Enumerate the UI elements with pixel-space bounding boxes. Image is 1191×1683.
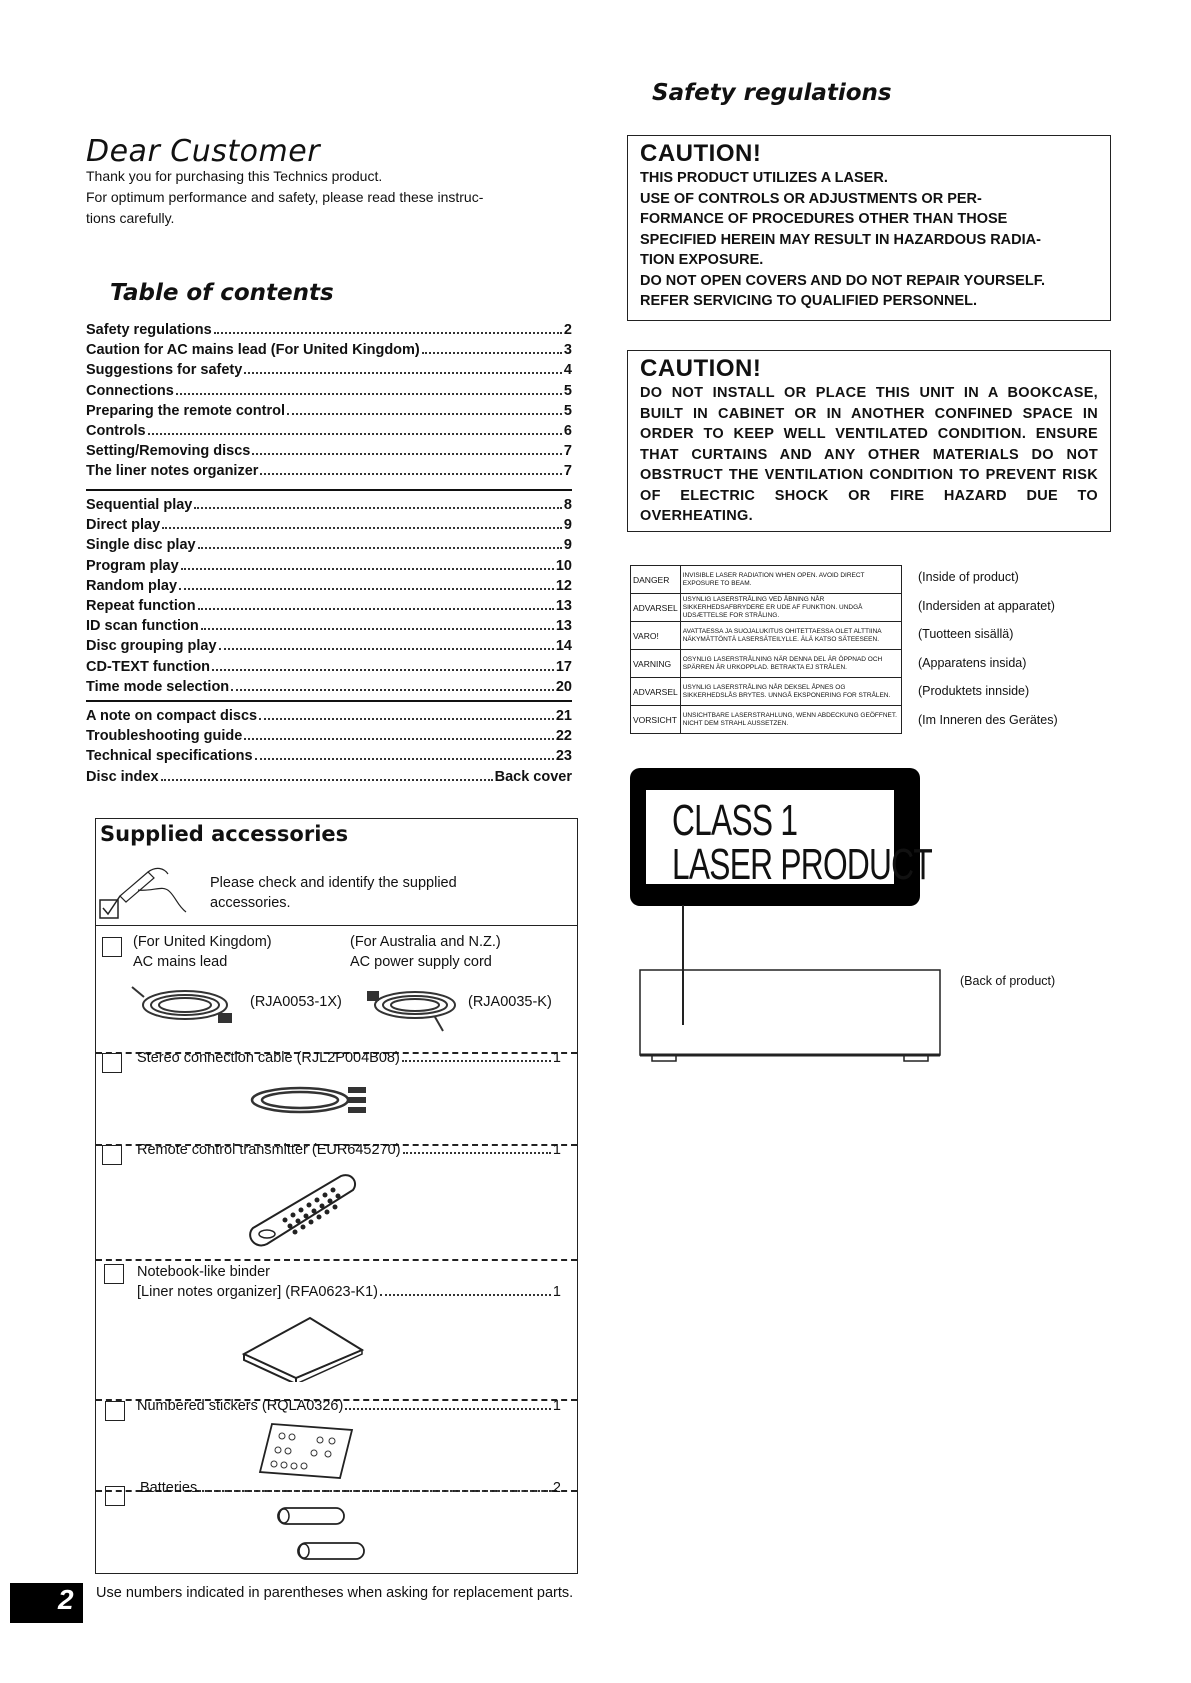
label-row	[631, 566, 902, 594]
toc-leader	[219, 647, 554, 650]
toc-entry-title: Technical specifications	[86, 748, 253, 765]
toc-entry	[86, 578, 572, 598]
footer-note: Use numbers indicated in parentheses when asking for replacement parts.	[96, 1585, 574, 1601]
uk-lead-label	[133, 932, 272, 972]
toc-entry	[86, 403, 572, 423]
caution-laser-text	[640, 168, 1098, 312]
toc-entry	[86, 598, 572, 618]
battery-icon	[290, 1540, 370, 1562]
label-location: (Im Inneren des Gerätes)	[918, 712, 1058, 727]
toc-entry	[86, 537, 572, 557]
binder-row	[137, 1284, 561, 1300]
label-row	[631, 650, 902, 678]
remote-control-label: Remote control transmitter (EUR645270)	[137, 1142, 401, 1158]
label-language: DANGER	[631, 566, 681, 594]
toc-entry	[86, 383, 572, 403]
accessories-note-line-1: Please check and identify the supplied	[210, 875, 457, 891]
toc-leader	[194, 506, 562, 509]
toc-leader	[244, 737, 554, 740]
checkbox-stereo-cable[interactable]	[102, 1053, 122, 1073]
toc-leader	[181, 567, 554, 570]
toc-entry-title: Sequential play	[86, 497, 193, 513]
safety-title: Safety regulations	[652, 80, 892, 106]
stereo-cable-row	[137, 1050, 561, 1066]
toc-entry-title: Safety regulations	[86, 322, 212, 338]
uk-lead-name: AC mains lead	[133, 954, 228, 970]
toc-entry-page: 13	[555, 597, 572, 614]
toc-entry-title: CD-TEXT function	[86, 658, 211, 675]
toc-entry-title: The liner notes organizer	[86, 463, 259, 480]
product-back-diagram	[630, 905, 950, 1075]
au-part-number: (RJA0035-K)	[468, 994, 552, 1010]
label-location: (Tuotteen sisällä)	[918, 627, 1014, 641]
intro-line-1: Thank you for purchasing this Technics product.	[86, 168, 383, 184]
accessories-note	[210, 873, 510, 913]
label-language: VORSICHT	[631, 706, 681, 734]
toc-title: Table of contents	[110, 280, 334, 306]
toc-entry-page: 21	[555, 708, 572, 724]
accessories-title: Supplied accessories	[100, 822, 349, 846]
caution-box-laser	[627, 135, 1111, 321]
toc-entry-title: Suggestions for safety	[86, 362, 243, 379]
toc-entry-page: 12	[555, 577, 572, 594]
toc-group-1	[86, 322, 572, 484]
hand-check-icon	[98, 862, 198, 922]
toc-leader	[162, 526, 562, 529]
toc-entry-title: Random play	[86, 577, 178, 594]
toc-entry-page: 7	[563, 463, 572, 480]
stereo-cable-icon	[230, 1075, 380, 1125]
remote-control-icon	[245, 1170, 365, 1250]
toc-entry-page: 13	[555, 618, 572, 635]
uk-part-number: (RJA0053-1X)	[250, 994, 342, 1010]
toc-leader	[259, 717, 554, 720]
label-location: (Produktets innside)	[918, 684, 1030, 698]
toc-entry	[86, 443, 572, 463]
toc-entry	[86, 769, 572, 789]
toc-entry	[86, 679, 572, 699]
toc-entry-title: A note on compact discs	[86, 708, 258, 724]
stickers-label: Numbered stickers (RQLA0326)	[137, 1398, 344, 1414]
caution-line: DO NOT OPEN COVERS AND DO NOT REPAIR YOURSELF.	[640, 272, 1045, 289]
toc-entry	[86, 558, 572, 578]
laser-warning-label-table	[630, 565, 902, 734]
toc-entry-title: Disc index	[86, 768, 159, 785]
caution-line: TION EXPOSURE.	[640, 252, 764, 268]
stickers-qty: 1	[552, 1398, 561, 1414]
toc-entry	[86, 638, 572, 658]
batteries-qty: 2	[552, 1480, 561, 1496]
toc-leader	[161, 778, 493, 781]
au-cord-label	[350, 932, 501, 972]
label-language: VARO!	[631, 622, 681, 650]
stickers-row	[137, 1398, 561, 1414]
batteries-row	[140, 1480, 561, 1496]
toc-entry-title: Setting/Removing discs	[86, 443, 251, 460]
intro-text	[86, 166, 576, 229]
toc-leader	[244, 371, 562, 374]
toc-group-3	[86, 708, 572, 789]
label-row	[631, 678, 902, 706]
label-location: (Inside of product)	[918, 570, 1019, 584]
label-language: ADVARSEL	[631, 594, 681, 622]
toc-entry	[86, 708, 572, 728]
checkbox-binder[interactable]	[104, 1264, 124, 1284]
caution-line: THIS PRODUCT UTILIZES A LASER.	[640, 170, 888, 186]
label-location: (Indersiden at apparatet)	[918, 598, 1055, 613]
caution-heading: CAUTION!	[640, 140, 762, 167]
toc-divider	[86, 700, 572, 702]
toc-entry-title: Controls	[86, 422, 146, 439]
toc-entry	[86, 618, 572, 638]
toc-leader	[201, 627, 554, 630]
toc-entry-page: 9	[563, 517, 572, 534]
toc-leader	[198, 607, 554, 610]
au-region: (For Australia and N.Z.)	[350, 934, 501, 950]
caution-line: REFER SERVICING TO QUALIFIED PERSONNEL.	[640, 293, 978, 309]
caution-line: FORMANCE OF PROCEDURES OTHER THAN THOSE	[640, 211, 1008, 227]
toc-entry	[86, 497, 572, 517]
toc-entry-page: 20	[555, 678, 572, 695]
toc-leader	[214, 331, 562, 334]
toc-entry-page: 7	[563, 443, 572, 460]
toc-entry-page: 8	[563, 497, 572, 513]
toc-entry-page: 2	[563, 322, 572, 338]
battery-icon	[270, 1505, 350, 1527]
stereo-cable-qty: 1	[552, 1050, 561, 1066]
toc-entry-page: 17	[555, 658, 572, 675]
toc-leader	[179, 587, 554, 590]
label-warning-text: OSYNLIG LASERSTRÅLNING NÄR DENNA DEL ÄR ÖPPNAD OCH SPÄRREN ÄR URKOPPLAD. BETRAKTA EJ STRÅLEN.	[680, 650, 901, 678]
toc-leader	[252, 452, 562, 455]
toc-entry-page: 3	[563, 342, 572, 359]
toc-entry-page: 22	[555, 728, 572, 745]
stereo-cable-label: Stereo connection cable (RJL2P004B08)	[137, 1050, 400, 1066]
label-warning-text: INVISIBLE LASER RADIATION WHEN OPEN. AVOID DIRECT EXPOSURE TO BEAM.	[680, 566, 901, 594]
toc-divider	[86, 489, 572, 491]
label-warning-text: UNSICHTBARE LASERSTRAHLUNG, WENN ABDECKUNG GEÖFFNET. NICHT DEM STRAHL AUSSETZEN.	[680, 706, 901, 734]
caution-line: SPECIFIED HEREIN MAY RESULT IN HAZARDOUS RADIA-	[640, 231, 1041, 248]
toc-entry-page: 5	[563, 402, 572, 419]
caution-line: USE OF CONTROLS OR ADJUSTMENTS OR PER-	[640, 190, 982, 207]
label-warning-text: USYNLIG LASERSTRÅLING NÅR DEKSEL ÅPNES OG SIKKERHEDSLÅS BRYTES. UNNGÅ EKSPONERING FOR STRÅLEN.	[680, 678, 901, 706]
divider	[96, 1259, 577, 1261]
toc-entry	[86, 463, 572, 483]
label-row	[631, 594, 902, 622]
binder-icon	[240, 1312, 370, 1382]
label-warning-text: USYNLIG LASERSTRÅLING VED ÅBNING NÅR SIKKERHEDSAFBRYDERE ER UDE AF FUNKTION. UNDGÅ UDSÆTTELSE FOR STRÅLING.	[680, 594, 901, 622]
caution-ventilation-text: DO NOT INSTALL OR PLACE THIS UNIT IN A BOOKCASE, BUILT IN CABINET OR IN ANOTHER CONFINED SPACE IN ORDER TO KEEP WELL VENTILATED CONDITION. ENSURE THAT CURTAINS AND ANY OTHER MATERIALS DO NOT OBSTRUCT THE VENTILATION CONDITION TO PREVENT RISK OF ELECTRIC SHOCK OR FIRE HAZARD DUE TO OVERHEATING.	[640, 385, 1098, 524]
batteries-label: Batteries	[140, 1480, 198, 1496]
toc-entry-page: 23	[555, 748, 572, 765]
mains-lead-icon	[130, 975, 240, 1037]
toc-leader	[287, 412, 562, 415]
label-row	[631, 622, 902, 650]
laser-label-product: LASER PRODUCT	[672, 840, 932, 889]
toc-entry-title: Disc grouping play	[86, 638, 217, 655]
toc-leader	[422, 351, 562, 354]
toc-entry-title: Program play	[86, 557, 179, 574]
toc-entry-page: 9	[563, 537, 572, 554]
label-language: VARNING	[631, 650, 681, 678]
label-warning-text: AVATTAESSA JA SUOJALUKITUS OHITETTAESSA OLET ALTTIINA NÄKYMÄTTÖNTÄ LASERSÄTEILYLLE. ÄLÄ KATSO SÄTEESEEN.	[680, 622, 901, 650]
caution-box-ventilation	[627, 350, 1111, 532]
toc-leader	[255, 757, 554, 760]
toc-leader	[176, 392, 562, 395]
stickers-icon	[258, 1420, 354, 1482]
binder-qty: 1	[552, 1284, 561, 1300]
toc-entry	[86, 342, 572, 362]
toc-entry-page: 14	[555, 638, 572, 655]
toc-entry-page: 5	[563, 382, 572, 399]
toc-entry	[86, 659, 572, 679]
toc-leader	[198, 546, 562, 549]
page-number: 2	[58, 1584, 74, 1615]
label-row	[631, 706, 902, 734]
laser-label-class: CLASS 1	[672, 796, 798, 845]
power-cord-icon	[365, 975, 465, 1037]
toc-leader	[212, 668, 554, 671]
toc-entry-title: Preparing the remote control	[86, 402, 286, 419]
toc-leader	[231, 688, 554, 691]
toc-entry-title: Connections	[86, 382, 174, 399]
label-location: (Apparatens insida)	[918, 655, 1027, 670]
caution-heading: CAUTION!	[640, 355, 762, 382]
toc-entry-title: Troubleshooting guide	[86, 728, 243, 745]
toc-leader	[148, 432, 562, 435]
au-cord-name: AC power supply cord	[350, 954, 492, 970]
checkbox-remote-control[interactable]	[102, 1145, 122, 1165]
binder-line-2: [Liner notes organizer] (RFA0623-K1)	[137, 1284, 378, 1300]
toc-entry	[86, 517, 572, 537]
accessories-note-line-2: accessories.	[210, 895, 291, 911]
toc-entry-title: Caution for AC mains lead (For United Kingdom)	[86, 342, 420, 359]
remote-control-row	[137, 1142, 561, 1158]
checkbox-stickers[interactable]	[105, 1401, 125, 1421]
label-language: ADVARSEL	[631, 678, 681, 706]
intro-title: Dear Customer	[86, 134, 321, 169]
toc-entry-page: Back cover	[494, 768, 572, 785]
divider	[96, 925, 577, 926]
toc-entry	[86, 423, 572, 443]
remote-control-qty: 1	[552, 1142, 561, 1158]
binder-line-1: Notebook-like binder	[137, 1264, 270, 1280]
toc-entry	[86, 322, 572, 342]
toc-entry-title: Repeat function	[86, 597, 196, 614]
intro-line-2: For optimum performance and safety, please read these instruc-	[86, 189, 484, 205]
toc-entry-page: 10	[555, 557, 572, 574]
toc-entry-title: ID scan function	[86, 618, 199, 635]
intro-line-3: tions carefully.	[86, 210, 175, 226]
toc-group-2	[86, 497, 572, 699]
toc-entry	[86, 748, 572, 768]
back-of-product-caption: (Back of product)	[960, 974, 1056, 988]
uk-region: (For United Kingdom)	[133, 934, 272, 950]
checkbox-batteries[interactable]	[105, 1486, 125, 1506]
toc-entry-title: Direct play	[86, 517, 161, 534]
toc-entry-title: Single disc play	[86, 537, 196, 554]
toc-entry-page: 4	[563, 362, 572, 379]
toc-leader	[260, 472, 562, 475]
checkbox-mains-lead[interactable]	[102, 937, 122, 957]
toc-entry	[86, 728, 572, 748]
toc-entry	[86, 362, 572, 382]
toc-entry-page: 6	[563, 422, 572, 439]
toc-entry-title: Time mode selection	[86, 678, 230, 695]
